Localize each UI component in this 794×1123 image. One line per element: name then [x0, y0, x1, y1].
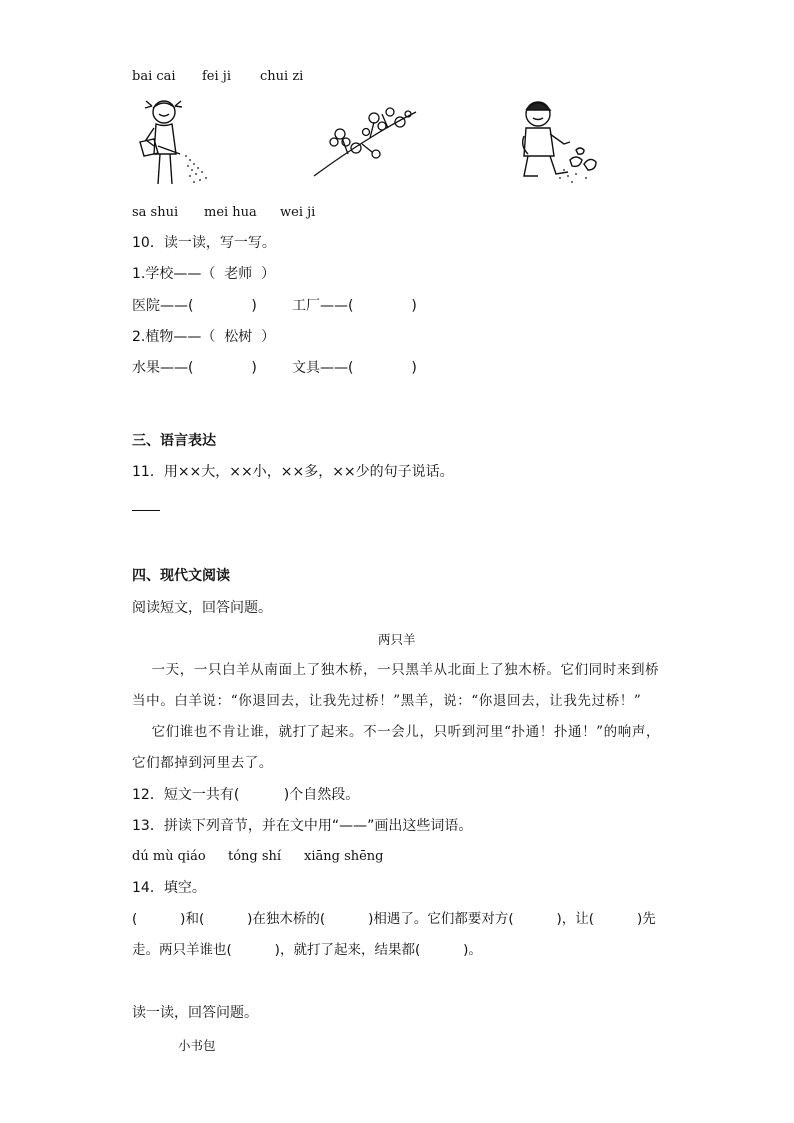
q10-row2-a: 水果——( )	[132, 360, 257, 376]
girl-watering-icon	[132, 96, 214, 188]
pinyin-sa-shui: sa shui	[132, 205, 179, 220]
q10-row2-b: 文具——( )	[292, 360, 417, 376]
pinyin-bai-cai: bai cai	[132, 69, 176, 84]
q10-example-2: 2.植物——（ 松树 ）	[132, 329, 276, 345]
section5-intro: 读一读，回答问题。	[132, 1005, 258, 1021]
story-p1-line1: 一天，一只白羊从南面上了独木桥，一只黑羊从北面上了独木桥。它们同时来到桥	[132, 662, 660, 678]
story-p2-line1: 它们谁也不肯让谁，就打了起来。不一会儿，只听到河里“扑通！扑通！”的响声，	[132, 724, 661, 740]
boy-feeding-chicks-icon	[516, 98, 606, 186]
plum-blossom-icon	[310, 104, 420, 180]
story-p2-line2: 它们都掉到河里去了。	[132, 755, 273, 771]
q12-text: 12．短文一共有( )个自然段。	[132, 787, 360, 803]
q14-line1: ( )和( )在独木桥的( )相遇了。它们都要对方( )，让( )先	[132, 911, 656, 927]
q13-pinyin-2: tóng shí	[228, 849, 282, 864]
q13-pinyin-3: xiāng shēng	[304, 849, 384, 864]
story-p1-line2: 当中。白羊说：“你退回去，让我先过桥！”黑羊，说：“你退回去，让我先过桥！”	[132, 693, 642, 709]
pinyin-mei-hua: mei hua	[204, 205, 257, 220]
q11-text: 11．用××大，××小，××多，××少的句子说话。	[132, 464, 454, 480]
q14-line2: 走。两只羊谁也( )，就打了起来，结果都( )。	[132, 942, 482, 958]
q13-text: 13．拼读下列音节，并在文中用“——”画出这些词语。	[132, 818, 473, 834]
section4-heading: 四、现代文阅读	[132, 568, 230, 584]
section4-intro: 阅读短文，回答问题。	[132, 600, 272, 616]
q13-pinyin-1: dú mù qiáo	[132, 849, 206, 864]
q10-row1-b: 工厂——( )	[292, 298, 417, 314]
q14-text: 14．填空。	[132, 880, 206, 896]
q10-row1-a: 医院——( )	[132, 298, 257, 314]
section5-title: 小书包	[178, 1038, 216, 1053]
story-title: 两只羊	[378, 632, 416, 647]
pinyin-wei-ji: wei ji	[280, 205, 316, 220]
q10-title: 10．读一读，写一写。	[132, 235, 276, 251]
section3-heading: 三、语言表达	[132, 433, 216, 449]
q11-answer-line	[132, 510, 160, 511]
q10-example-1: 1.学校——（ 老师 ）	[132, 266, 276, 282]
pinyin-chui-zi: chui zi	[260, 69, 304, 84]
pinyin-fei-ji: fei ji	[202, 69, 231, 84]
